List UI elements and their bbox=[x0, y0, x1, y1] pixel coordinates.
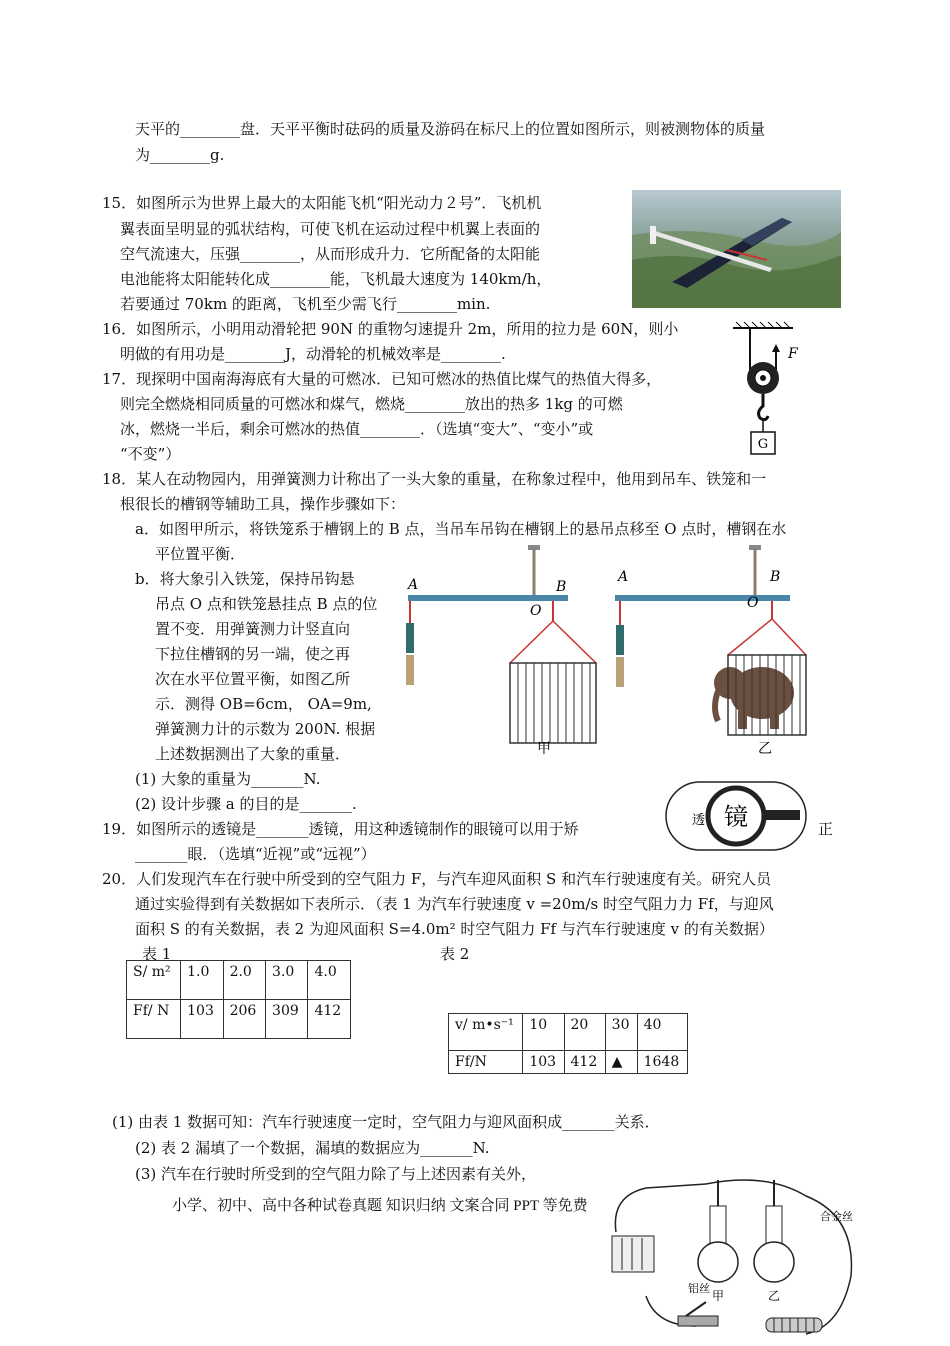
sub-question-2: (2) 表 2 漏填了一个数据，漏填的数据应为_______N. bbox=[135, 1139, 490, 1157]
text-line: 吊点 O 点和铁笼悬挂点 B 点的位 bbox=[155, 595, 378, 613]
lens-figure bbox=[664, 776, 812, 856]
sub-question-3: (3) 汽车在行驶时所受到的空气阻力除了与上述因素有关外， bbox=[135, 1165, 537, 1183]
text-line: 正 bbox=[818, 820, 834, 838]
point-o-label: O bbox=[747, 595, 759, 611]
text-line: 次在水平位置平衡，如图乙所 bbox=[155, 670, 351, 688]
text-line: 若要通过 70km 的距离，飞机至少需飞行________min. bbox=[120, 295, 491, 313]
figure-yi-label: 乙 bbox=[758, 741, 772, 757]
table-row bbox=[449, 1051, 688, 1074]
question-19: 19．如图所示的透镜是_______透镜，用这种透镜制作的眼镜可以用于矫 bbox=[102, 820, 579, 838]
text-line: 通过实验得到有关数据如下表所示．（表 1 为汽车行驶速度 v =20m/s 时空气阻力力 Ff，与迎风 bbox=[135, 895, 774, 913]
text-line: 下拉住槽钢的另一端，使之再 bbox=[155, 645, 351, 663]
question-15: 15．如图所示为世界上最大的太阳能飞机“阳光动力２号”．飞机机 bbox=[102, 194, 542, 212]
text-line: 上述数据测出了大象的重量． bbox=[155, 745, 351, 763]
question-18: 18．某人在动物园内，用弹簧测力计称出了一头大象的重量，在称象过程中，他用到吊车、铁笼和一 bbox=[102, 470, 767, 488]
table-cell: 309 bbox=[266, 1000, 308, 1039]
text-line: 天平的________盘．天平平衡时砝码的质量及游码在标尺上的位置如图所示，则被测物体的质量 bbox=[135, 120, 766, 138]
solar-plane-photo bbox=[632, 190, 841, 308]
table-cell: 206 bbox=[223, 1000, 265, 1039]
table-cell: 412 bbox=[308, 1000, 351, 1039]
table-row bbox=[449, 1014, 688, 1051]
weight-label: G bbox=[757, 437, 769, 452]
lens-char-label: 镜 bbox=[724, 803, 748, 831]
table-cell: 1648 bbox=[637, 1051, 687, 1074]
sub-question-2: (2) 设计步骤 a 的目的是_______. bbox=[135, 795, 357, 813]
lever-figure-jia bbox=[398, 543, 608, 758]
table-cell: 4.0 bbox=[308, 961, 351, 1000]
table-cell: 30 bbox=[605, 1014, 637, 1051]
table-row bbox=[127, 961, 351, 1000]
table-cell: Ff/ N bbox=[127, 1000, 181, 1039]
text-line: 面积 S 的有关数据，表 2 为迎风面积 S=4.0m² 时空气阻力 Ff 与汽车行驶速度 v 的有关数据） bbox=[135, 920, 774, 938]
table-cell: v/ m•s⁻¹ bbox=[449, 1014, 523, 1051]
flask-yi-label: 乙 bbox=[767, 1289, 781, 1303]
table-cell: ▲ bbox=[605, 1051, 637, 1074]
point-a-label: A bbox=[408, 577, 419, 593]
point-b-label: B bbox=[556, 579, 567, 595]
table-cell: 103 bbox=[523, 1051, 564, 1074]
aluminum-wire-label: 铝丝 bbox=[688, 1282, 710, 1295]
text-line: _______眼．（选填“近视”或“远视”） bbox=[135, 845, 376, 863]
table-cell: 10 bbox=[523, 1014, 564, 1051]
step-b: b．将大象引入铁笼，保持吊钩悬 bbox=[135, 570, 355, 588]
sub-question-1: (1) 大象的重量为_______N. bbox=[135, 770, 321, 788]
table-1 bbox=[126, 960, 351, 1039]
point-a-label: A bbox=[618, 569, 629, 585]
table1-caption: 表 1 bbox=[142, 945, 172, 963]
table-cell: 20 bbox=[564, 1014, 605, 1051]
question-17: 17．现探明中国南海海底有大量的可燃冰．已知可燃冰的热值比煤气的热值大得多， bbox=[102, 370, 662, 388]
text-line: “不变”） bbox=[120, 445, 181, 463]
text-line: 置不变．用弹簧测力计竖直向 bbox=[155, 620, 351, 638]
question-20: 20．人们发现汽车在行驶中所受到的空气阻力 F，与汽车迎风面积 S 和汽车行驶速度有关。研究人员 bbox=[102, 870, 772, 888]
text-line: 弹簧测力计的示数为 200N. 根据 bbox=[155, 720, 376, 738]
lever-figure-yi bbox=[610, 543, 810, 758]
table-2 bbox=[448, 1013, 688, 1074]
pulley-figure bbox=[728, 320, 808, 460]
text-line: 根很长的槽钢等辅助工具，操作步骤如下： bbox=[120, 495, 406, 513]
footer-note: 小学、初中、高中各种试卷真题 知识归纳 文案合同 PPT 等免费 bbox=[172, 1198, 588, 1214]
force-label: F bbox=[788, 346, 798, 362]
table-cell: 103 bbox=[181, 1000, 223, 1039]
sub-question-1: (1) 由表 1 数据可知：汽车行驶速度一定时，空气阻力与迎风面积成_______关系． bbox=[112, 1113, 660, 1131]
step-a: a．如图甲所示，将铁笼系于槽钢上的 B 点，当吊车吊钩在槽钢上的悬吊点移至 O 点时，槽钢在水 bbox=[135, 520, 787, 538]
text-line: 为________g. bbox=[135, 146, 225, 164]
circuit-figure bbox=[606, 1176, 866, 1342]
text-line: 翼表面呈明显的弧状结构，可使飞机在运动过程中机翼上表面的 bbox=[120, 220, 541, 238]
table-cell: 2.0 bbox=[223, 961, 265, 1000]
table-cell: 40 bbox=[637, 1014, 687, 1051]
table-cell: 1.0 bbox=[181, 961, 223, 1000]
text-line: 则完全燃烧相同质量的可燃冰和煤气，燃烧________放出的热多 1kg 的可燃 bbox=[120, 395, 623, 413]
text-line: 电池能将太阳能转化成________能，飞机最大速度为 140km/h， bbox=[120, 270, 552, 288]
text-line: 明做的有用功是________J，动滑轮的机械效率是________. bbox=[120, 345, 506, 363]
text-line: 示．测得 OB=6cm， OA=9m, bbox=[155, 695, 372, 713]
text-line: 冰，燃烧一半后，剩余可燃冰的热值________．（选填“变大”、“变小”或 bbox=[120, 420, 594, 438]
text-line: 空气流速大，压强________，从而形成升力．它所配备的太阳能 bbox=[120, 245, 541, 263]
table-cell: 3.0 bbox=[266, 961, 308, 1000]
table-cell: S/ m² bbox=[127, 961, 181, 1000]
text-line: 平位置平衡． bbox=[155, 545, 246, 563]
table-cell: Ff/N bbox=[449, 1051, 523, 1074]
table2-caption: 表 2 bbox=[440, 945, 470, 963]
table-cell: 412 bbox=[564, 1051, 605, 1074]
flask-jia-label: 甲 bbox=[711, 1289, 725, 1303]
point-b-label: B bbox=[770, 569, 781, 585]
alloy-wire-label: 合金丝 bbox=[820, 1210, 853, 1223]
point-o-label: O bbox=[530, 603, 542, 619]
lens-prefix-label: 透 bbox=[692, 813, 706, 828]
question-16: 16．如图所示，小明用动滑轮把 90N 的重物匀速提升 2m，所用的拉力是 60N，则小 bbox=[102, 320, 679, 338]
table-row bbox=[127, 1000, 351, 1039]
figure-jia-label: 甲 bbox=[537, 741, 551, 757]
